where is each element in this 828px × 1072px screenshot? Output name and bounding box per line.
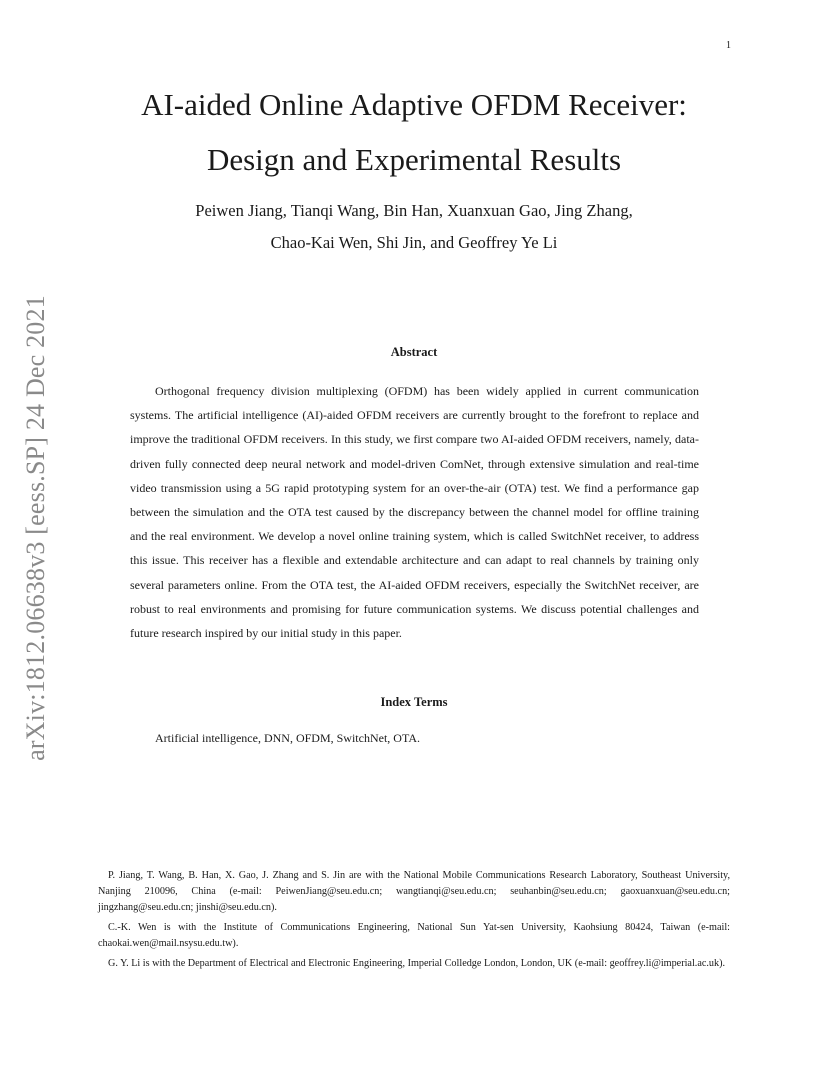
author-list-line-2: Chao-Kai Wen, Shi Jin, and Geoffrey Ye Li [270, 233, 558, 252]
arxiv-identifier-stamp [22, 282, 50, 774]
arxiv-identifier-text: arXiv:1812.06638v3 [eess.SP] 24 Dec 2021 [21, 295, 50, 761]
author-list [98, 195, 730, 259]
index-terms-heading: Index Terms [380, 695, 448, 709]
footnote-imperial-affiliation: G. Y. Li is with the Department of Electrical and Electronic Engineering, Imperial Colledge London, London, UK (e-mail: geoffrey.li@imperial.ac.uk). [108, 958, 726, 969]
page-number: 1 [726, 40, 731, 51]
author-list-line-1: Peiwen Jiang, Tianqi Wang, Bin Han, Xuanxuan Gao, Jing Zhang, [195, 201, 633, 220]
paper-title-line-2: Design and Experimental Results [206, 142, 622, 177]
paper-title-line-1: AI-aided Online Adaptive OFDM Receiver: [141, 87, 687, 122]
index-terms-list: Artificial intelligence, DNN, OFDM, SwitchNet, OTA. [155, 731, 420, 745]
footnote-seu-affiliation: P. Jiang, T. Wang, B. Han, X. Gao, J. Zhang and S. Jin are with the National Mobile Communications Research Laboratory, Southeast University, Nanjing 210096, China (e-mail: PeiwenJiang@seu.edu.cn; wangtianqi@seu.edu.cn; seuhanbin@seu.edu.cn; gaoxuanxuan@seu.edu.cn; jingzhang@seu.edu.cn; jinshi@seu.edu.cn). [98, 870, 730, 913]
paper-title [98, 77, 730, 187]
affiliation-footnotes [98, 868, 730, 976]
abstract-heading: Abstract [390, 345, 438, 359]
footnote-nsysu-affiliation: C.-K. Wen is with the Institute of Communications Engineering, National Sun Yat-sen University, Kaohsiung 80424, Taiwan (e-mail: chaokai.wen@mail.nsysu.edu.tw). [98, 922, 730, 949]
abstract-body: Orthogonal frequency division multiplexing (OFDM) has been widely applied in current communication systems. The artificial intelligence (AI)-aided OFDM receivers are currently brought to the forefront to replace and improve the traditional OFDM receivers. In this study, we first compare two AI-aided OFDM receivers, namely, data-driven fully connected deep neural network and model-driven ComNet, through extensive simulation and real-time video transmission using a 5G rapid prototyping system for an over-the-air (OTA) test. We find a performance gap between the simulation and the OTA test caused by the discrepancy between the channel model for offline training and the real environment. We develop a novel online training system, which is called SwitchNet receiver, to address this issue. This receiver has a flexible and extendable architecture and can adapt to real channels by training only several parameters online. From the OTA test, the AI-aided OFDM receivers, especially the SwitchNet receiver, are robust to real environments and promising for future communication systems. We discuss potential challenges and future research inspired by our initial study in this paper. [130, 384, 699, 641]
